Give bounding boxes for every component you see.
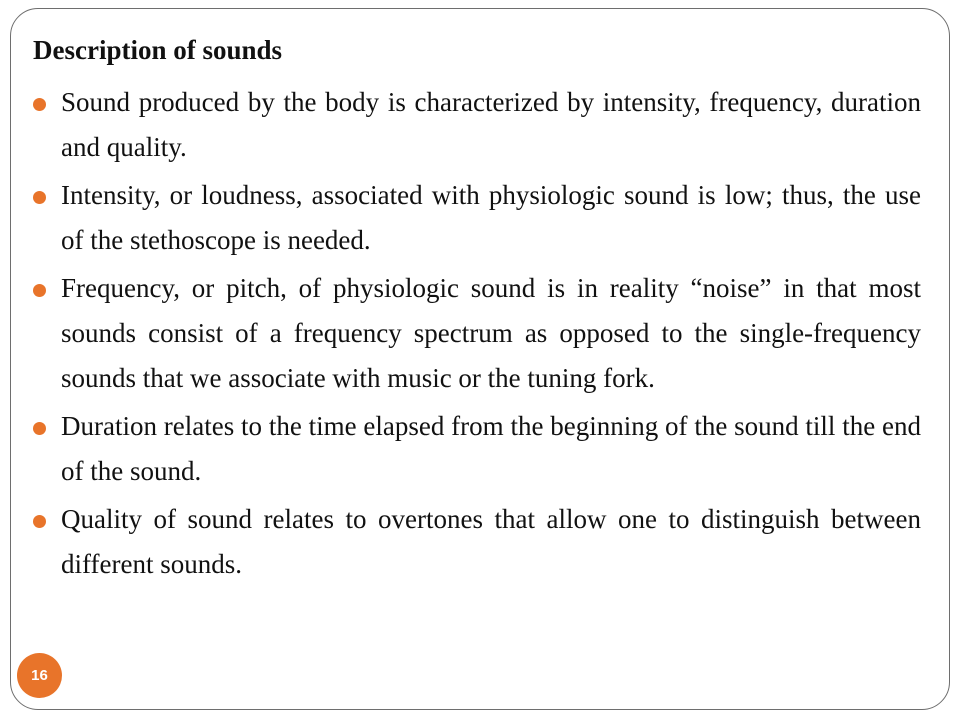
bullet-list [33,80,921,590]
page-number-badge: 16 [17,653,62,698]
bullet-text: Quality of sound relates to overtones that allow one to distinguish between different sounds. [61,504,921,579]
bullet-dot-icon [33,422,46,435]
bullet-dot-icon [33,515,46,528]
bullet-text: Sound produced by the body is characterized by intensity, frequency, duration and quality. [61,87,921,162]
bullet-item [33,404,921,494]
bullet-item [33,266,921,401]
bullet-text: Intensity, or loudness, associated with physiologic sound is low; thus, the use of the stethoscope is needed. [61,180,921,255]
bullet-text: Duration relates to the time elapsed from the beginning of the sound till the end of the sound. [61,411,921,486]
bullet-item [33,173,921,263]
bullet-dot-icon [33,284,46,297]
slide-title: Description of sounds [33,35,283,65]
bullet-dot-icon [33,191,46,204]
bullet-item [33,497,921,587]
bullet-dot-icon [33,98,46,111]
bullet-item [33,80,921,170]
bullet-text: Frequency, or pitch, of physiologic sound is in reality “noise” in that most sounds consist of a frequency spectrum as opposed to the single-frequency sounds that we associate with music or the tuning fork. [61,273,921,393]
